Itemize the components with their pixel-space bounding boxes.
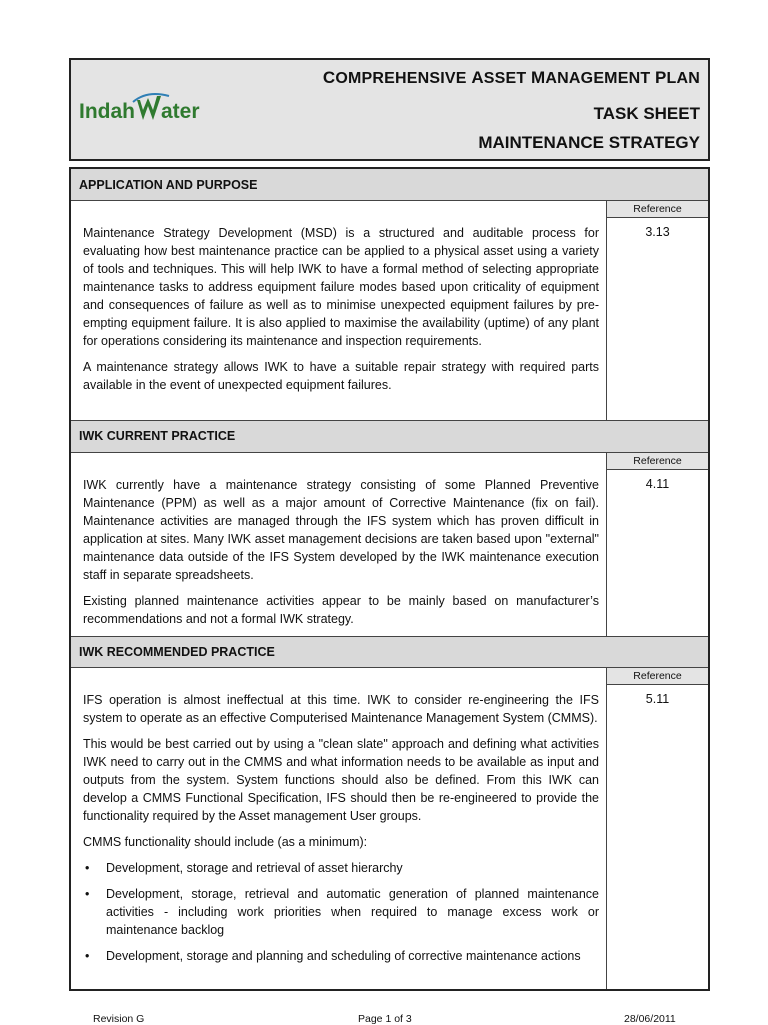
reference-label: Reference xyxy=(607,201,708,218)
paragraph: This would be best carried out by using a "clean slate" approach and defining what activities IWK need to carry out in the CMMS and what information needs to be available as input and outputs from the system. System functions should also be defined. From this IWK can develop a CMMS Functional Specification, IFS should then be re-engineered to provide the functionality required by the Asset management User groups. xyxy=(83,737,599,823)
reference-label: Reference xyxy=(607,668,708,685)
section-text-application xyxy=(83,224,599,402)
document-subtitle-task-sheet: TASK SHEET xyxy=(593,104,700,123)
document-header xyxy=(69,58,710,161)
list-item: • Development, storage, retrieval and automatic generation of planned maintenance activities - including work priorities when required to manage excess work or maintenance backlog xyxy=(83,885,599,939)
logo-text-indah: Indah xyxy=(79,100,135,123)
logo-water-wave-icon xyxy=(137,96,161,120)
paragraph: IFS operation is almost ineffectual at this time. IWK to consider re-engineering the IFS system to operate as an effective Computerised Maintenance Management System (CMMS). xyxy=(83,693,599,725)
reference-label: Reference xyxy=(607,453,708,470)
section-heading-application: APPLICATION AND PURPOSE xyxy=(71,169,708,201)
reference-value: 4.11 xyxy=(645,477,670,491)
document-subtitle-maintenance-strategy: MAINTENANCE STRATEGY xyxy=(478,133,700,152)
logo-text-ater: ater xyxy=(161,100,200,123)
list-item: • Development, storage and retrieval of asset hierarchy xyxy=(83,859,599,877)
footer-revision: Revision G xyxy=(93,1013,145,1025)
paragraph: CMMS functionality should include (as a minimum): xyxy=(83,835,368,849)
reference-column-2 xyxy=(606,453,708,636)
section-text-recommended-practice xyxy=(83,691,599,973)
task-sheet-body xyxy=(69,167,710,991)
section-text-current-practice xyxy=(83,476,599,636)
reference-column-1 xyxy=(606,201,708,420)
document-title: COMPREHENSIVE ASSET MANAGEMENT PLAN xyxy=(322,68,700,87)
cmms-functionality-list xyxy=(83,859,599,965)
section-heading-current-practice: IWK CURRENT PRACTICE xyxy=(71,420,708,453)
paragraph: Maintenance Strategy Development (MSD) is a structured and auditable process for evaluating how best maintenance practice can be applied to a physical asset using a variety of tools and techniques. This will help IWK to have a formal method of selecting appropriate maintenance tasks to address equipment failure modes based upon criticality of equipment and consequences of failure as well as to minimise unexpected equipment failures by pre-empting equipment failure. It is also applied to maximise the availability (uptime) of any plant for operations considering its maintenance and inspection requirements. xyxy=(83,226,599,348)
section-heading-recommended-practice: IWK RECOMMENDED PRACTICE xyxy=(71,636,708,668)
paragraph: A maintenance strategy allows IWK to have a suitable repair strategy with required parts available in the event of unexpected equipment failures. xyxy=(83,360,599,392)
footer-page-number: Page 1 of 3 xyxy=(358,1013,412,1025)
paragraph: IWK currently have a maintenance strategy consisting of some Planned Preventive Maintenance (PPM) as well as a major amount of Corrective Maintenance (fix on fail). Maintenance activities are managed through the IFS system which has proven difficult in application at sites. Many IWK asset management decisions are taken based upon "external" maintenance data outside of the IFS System developed by the IWK maintenance execution staff in separate spreadsheets. xyxy=(83,478,599,582)
reference-value: 5.11 xyxy=(645,692,670,706)
paragraph: Existing planned maintenance activities appear to be mainly based on manufacturer’s recommendations and not a formal IWK strategy. xyxy=(83,594,599,626)
list-item: • Development, storage and planning and scheduling of corrective maintenance actions xyxy=(83,947,599,965)
reference-column-3 xyxy=(606,668,708,989)
footer-date: 28/06/2011 xyxy=(624,1013,676,1025)
reference-value: 3.13 xyxy=(645,225,670,239)
indah-water-logo xyxy=(77,88,205,132)
